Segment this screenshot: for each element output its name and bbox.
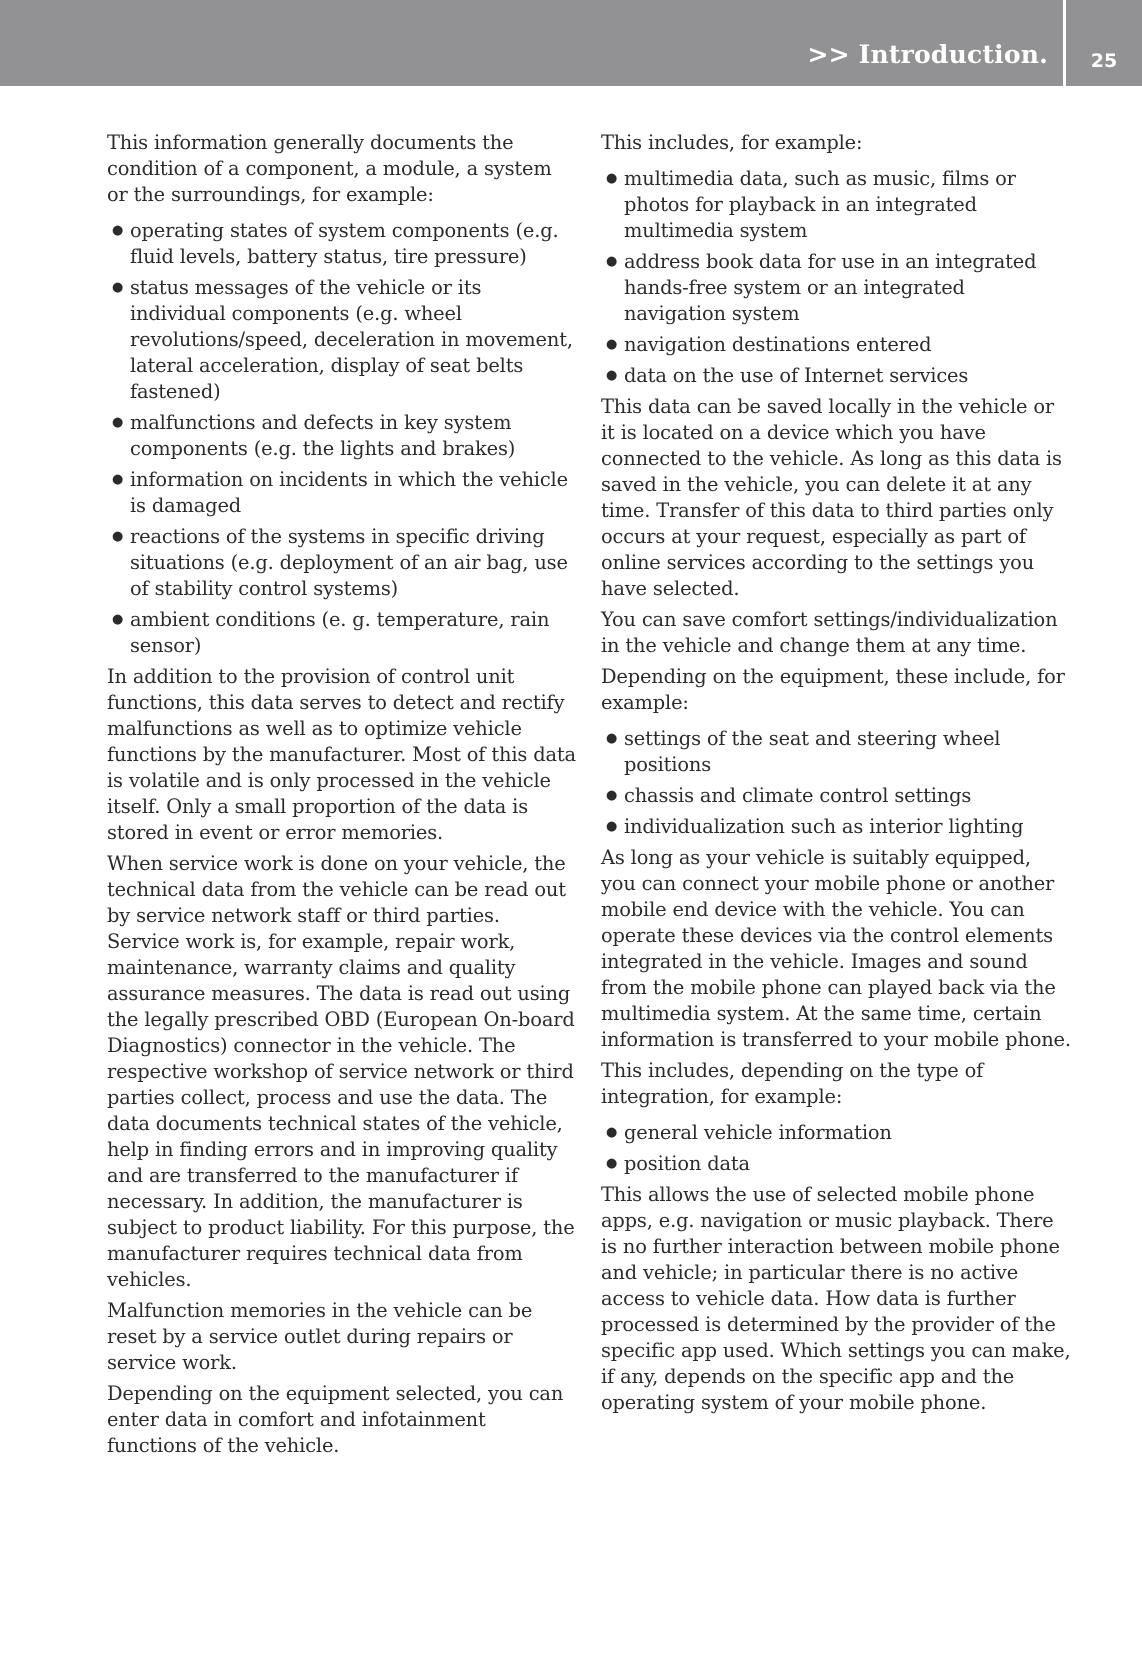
page-header	[0, 0, 1142, 86]
body-paragraph: As long as your vehicle is suitably equipped, you can connect your mobile phone or another mobile end device with the vehicle. You can operate these devices via the control elements integrated in the vehicle. Images and sound from the mobile phone can played back via the multimedia system. At the same time, certain information is transferred to your mobile phone.	[601, 846, 1071, 1051]
bullet-icon: ●	[606, 819, 618, 834]
list-item-text: individualization such as interior lighting	[624, 815, 1024, 838]
list-item-text: data on the use of Internet services	[624, 364, 969, 387]
list-item-text: address book data for use in an integrated hands-free system or an integrated navigation system	[624, 250, 1037, 325]
list-item	[601, 332, 1071, 358]
right-column	[601, 130, 1071, 1421]
bullet-icon: ●	[112, 472, 124, 487]
bullet-icon: ●	[606, 368, 618, 383]
body-paragraph: This allows the use of selected mobile phone apps, e.g. navigation or music playback. There is no further interaction between mobile phone and vehicle; in particular there is no active access to vehicle data. How data is further processed is determined by the provider of the specific app used. Which settings you can make, if any, depends on the specific app and the operating system of your mobile phone.	[601, 1183, 1071, 1414]
bullet-icon: ●	[112, 280, 124, 295]
bullet-list	[107, 218, 577, 659]
section-title: >> Introduction.	[807, 40, 1048, 69]
list-item	[601, 1151, 1071, 1177]
bullet-icon: ●	[606, 788, 618, 803]
bullet-icon: ●	[606, 731, 618, 746]
bullet-icon: ●	[606, 254, 618, 269]
body-paragraph: This includes, depending on the type of integration, for example:	[601, 1059, 984, 1108]
intro-paragraph: This information generally documents the condition of a component, a module, a system or the surroundings, for example:	[107, 131, 552, 206]
list-item-text: chassis and climate control settings	[624, 784, 972, 807]
body-paragraph: In addition to the provision of control unit functions, this data serves to detect and rectify malfunctions as well as to optimize vehicle functions by the manufacturer. Most of this data is volatile and is only processed in the vehicle itself. Only a small proportion of the data is stored in event or error memories.	[107, 665, 576, 844]
list-item-text: operating states of system components (e.g. fluid levels, battery status, tire pressure)	[130, 219, 559, 268]
bullet-icon: ●	[112, 415, 124, 430]
bullet-list	[601, 166, 1071, 389]
list-item	[601, 814, 1071, 840]
body-paragraph: Depending on the equipment selected, you can enter data in comfort and infotainment functions of the vehicle.	[107, 1382, 564, 1457]
bullet-list	[601, 1120, 1071, 1177]
list-item-text: position data	[624, 1152, 750, 1175]
list-item-text: status messages of the vehicle or its individual components (e.g. wheel revolutions/speed, deceleration in movement, lateral acceleration, display of seat belts fastened)	[130, 276, 573, 403]
list-item-text: malfunctions and defects in key system components (e.g. the lights and brakes)	[130, 411, 516, 460]
intro-paragraph: This includes, for example:	[601, 131, 863, 154]
bullet-icon: ●	[606, 337, 618, 352]
list-item-text: ambient conditions (e. g. temperature, rain sensor)	[130, 608, 550, 657]
list-item-text: general vehicle information	[624, 1121, 892, 1144]
list-item	[601, 726, 1071, 778]
header-divider	[1063, 0, 1066, 86]
list-item	[107, 218, 577, 270]
list-item	[601, 363, 1071, 389]
list-item-text: navigation destinations entered	[624, 333, 932, 356]
page-number: 25	[1090, 50, 1118, 72]
list-item	[107, 275, 577, 405]
body-paragraph: Malfunction memories in the vehicle can be reset by a service outlet during repairs or service work.	[107, 1299, 533, 1374]
bullet-icon: ●	[606, 1125, 618, 1140]
list-item	[107, 410, 577, 462]
list-item	[601, 249, 1071, 327]
list-item-text: settings of the seat and steering wheel positions	[624, 727, 1001, 776]
list-item-text: multimedia data, such as music, films or photos for playback in an integrated multimedia system	[624, 167, 1016, 242]
body-paragraph: Depending on the equipment, these include, for example:	[601, 665, 1065, 714]
list-item-text: information on incidents in which the vehicle is damaged	[130, 468, 568, 517]
list-item	[601, 783, 1071, 809]
list-item-text: reactions of the systems in specific driving situations (e.g. deployment of an air bag, use of stability control systems)	[130, 525, 568, 600]
bullet-icon: ●	[112, 529, 124, 544]
list-item	[601, 1120, 1071, 1146]
list-item	[601, 166, 1071, 244]
list-item	[107, 607, 577, 659]
bullet-icon: ●	[606, 171, 618, 186]
bullet-list	[601, 726, 1071, 840]
body-paragraph: This data can be saved locally in the vehicle or it is located on a device which you have connected to the vehicle. As long as this data is saved in the vehicle, you can delete it at any time. Transfer of this data to third parties only occurs at your request, especially as part of online services according to the settings you have selected.	[601, 395, 1062, 600]
left-column	[107, 130, 577, 1464]
body-paragraph: When service work is done on your vehicle, the technical data from the vehicle can be read out by service network staff or third parties. Service work is, for example, repair work, maintenance, warranty claims and quality assurance measures. The data is read out using the legally prescribed OBD (European On-board Diagnostics) connector in the vehicle. The respective workshop of service network or third parties collect, process and use the data. The data documents technical states of the vehicle, help in finding errors and in improving quality and are transferred to the manufacturer if necessary. In addition, the manufacturer is subject to product liability. For this purpose, the manufacturer requires technical data from vehicles.	[107, 852, 575, 1291]
list-item	[107, 524, 577, 602]
bullet-icon: ●	[112, 223, 124, 238]
bullet-icon: ●	[112, 612, 124, 627]
bullet-icon: ●	[606, 1156, 618, 1171]
body-paragraph: You can save comfort settings/individualization in the vehicle and change them at any time.	[601, 608, 1058, 657]
list-item	[107, 467, 577, 519]
